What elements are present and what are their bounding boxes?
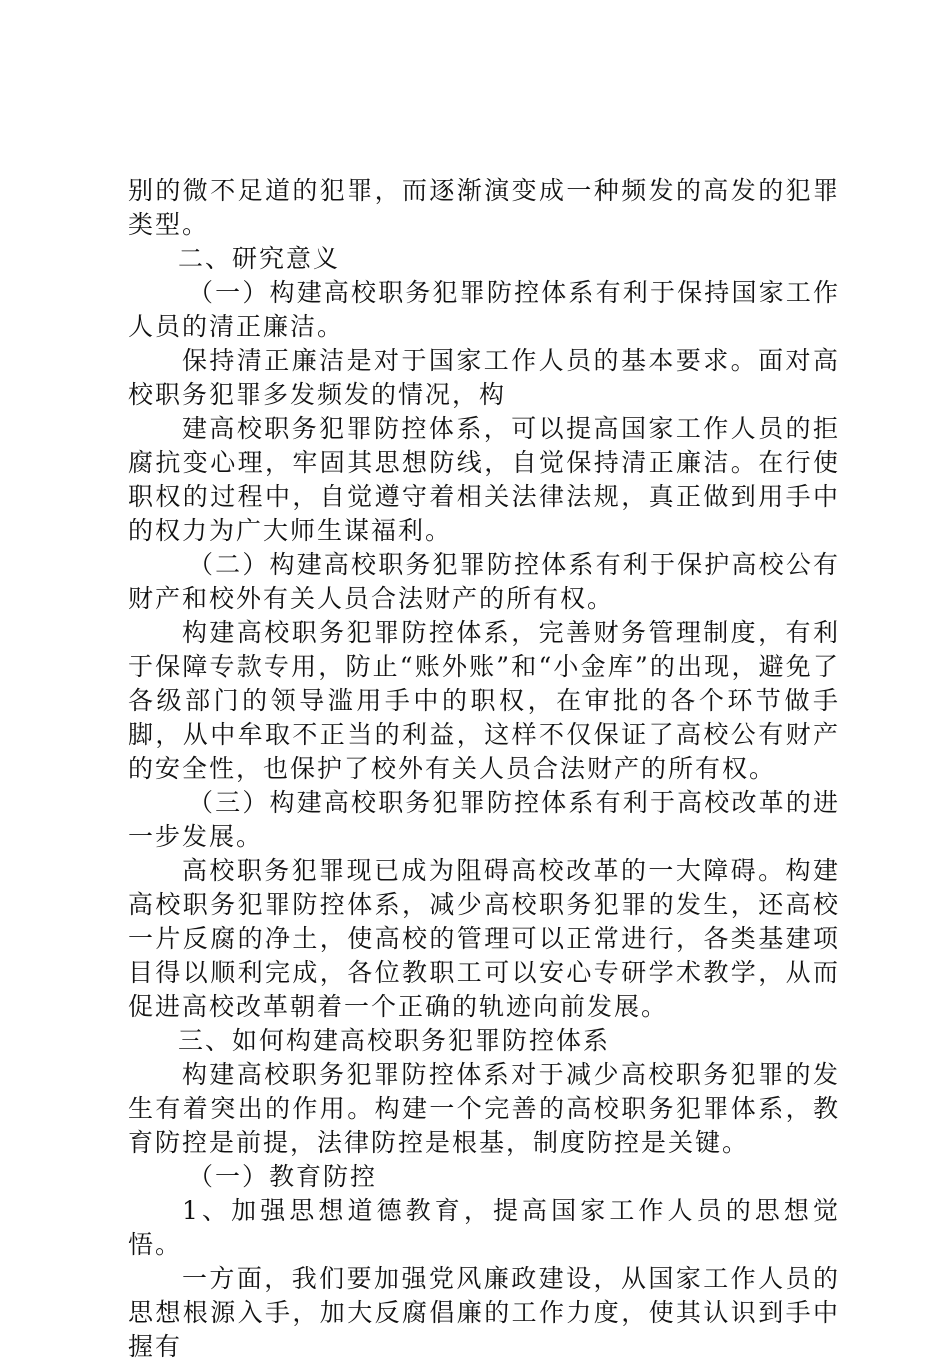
paragraph-how-to-build: 构建高校职务犯罪防控体系对于减少高校职务犯罪的发生有着突出的作用。构建一个完善的高校职务犯罪体系，教育防控是前提，法律防控是根基，制度防控是关键。	[128, 1060, 840, 1157]
paragraph-ideology: 一方面，我们要加强党风廉政建设，从国家工作人员的思想根源入手，加大反腐倡廉的工作力度，使其认识到手中握有	[128, 1264, 840, 1361]
paragraph-reform: 高校职务犯罪现已成为阻碍高校改革的一大障碍。构建高校职务犯罪防控体系，减少高校职务犯罪的发生，还高校一片反腐的净土，使高校的管理可以正常进行，各类基建项目得以顺利完成，各位教职工可以安心专研学术教学，从而促进高校改革朝着一个正确的轨迹向前发展。	[128, 856, 840, 1021]
item-ideology-education: 1、加强思想道德教育，提高国家工作人员的思想觉悟。	[128, 1196, 840, 1259]
heading-how-to-build: 三、如何构建高校职务犯罪防控体系	[178, 1026, 611, 1055]
subheading-property-protection: （二）构建高校职务犯罪防控体系有利于保护高校公有财产和校外有关人员合法财产的所有权。	[128, 550, 840, 613]
document-body	[128, 174, 840, 1364]
paragraph-clean-government-2: 建高校职务犯罪防控体系，可以提高国家工作人员的拒腐抗变心理，牢固其思想防线，自觉保持清正廉洁。在行使职权的过程中，自觉遵守着相关法律法规，真正做到用手中的权力为广大师生谋福利。	[128, 414, 840, 545]
paragraph-property-protection: 构建高校职务犯罪防控体系，完善财务管理制度，有利于保障专款专用，防止“账外账”和“小金库”的出现，避免了各级部门的领导滥用手中的职权，在审批的各个环节做手脚，从中牟取不正当的利益，这样不仅保证了高校公有财产的安全性，也保护了校外有关人员合法财产的所有权。	[128, 618, 840, 783]
subheading-education-prevention: （一）教育防控	[188, 1162, 378, 1191]
subheading-reform: （三）构建高校职务犯罪防控体系有利于高校改革的进一步发展。	[128, 788, 840, 851]
heading-research-significance: 二、研究意义	[178, 244, 341, 273]
paragraph-clean-government-1: 保持清正廉洁是对于国家工作人员的基本要求。面对高校职务犯罪多发频发的情况，构	[128, 346, 840, 409]
paragraph-continuation: 别的微不足道的犯罪，而逐渐演变成一种频发的高发的犯罪类型。	[128, 176, 840, 239]
subheading-clean-government: （一）构建高校职务犯罪防控体系有利于保持国家工作人员的清正廉洁。	[128, 278, 840, 341]
